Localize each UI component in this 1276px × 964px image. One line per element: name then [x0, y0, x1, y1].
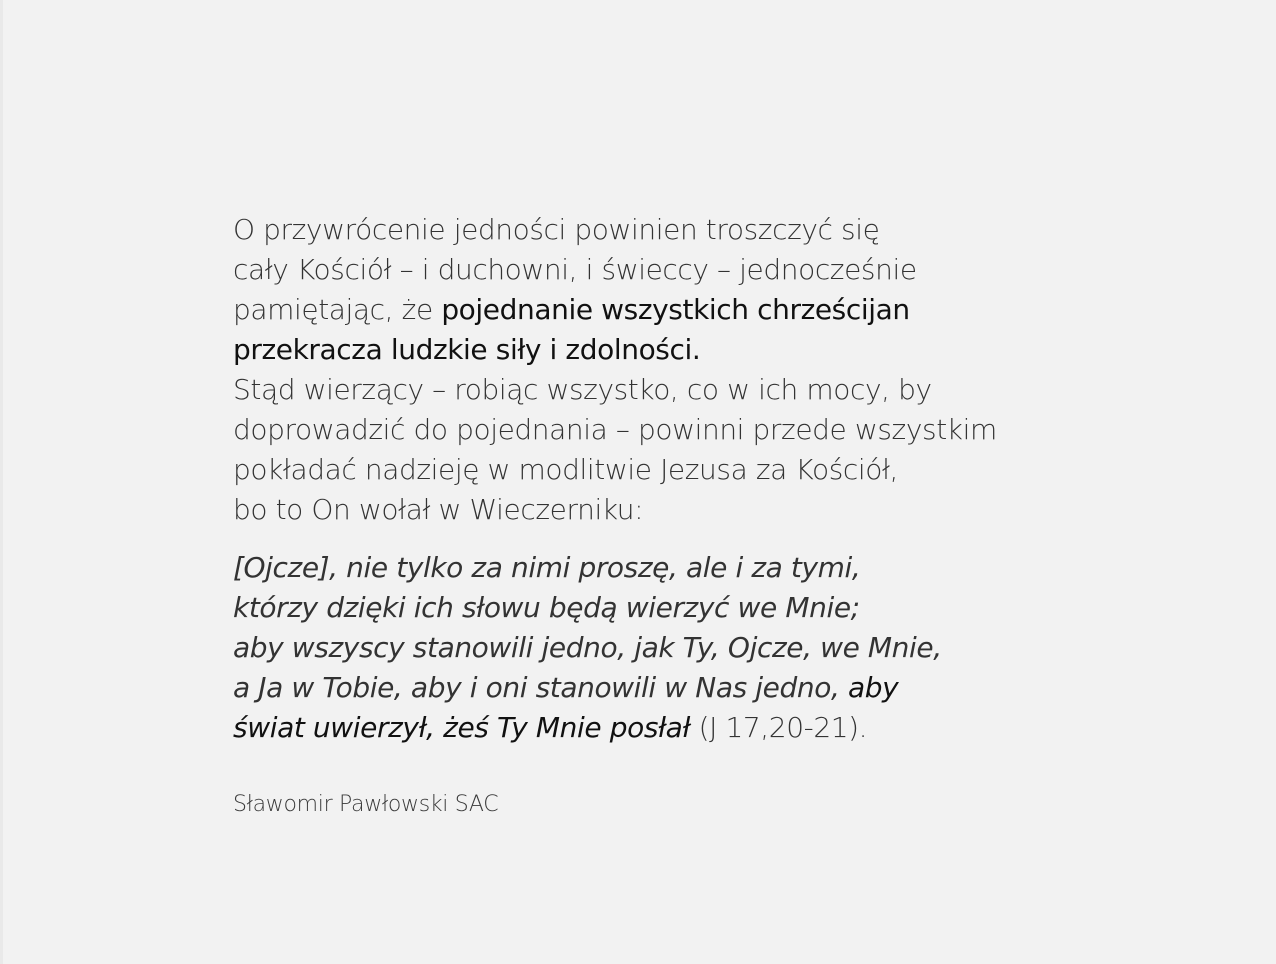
- paragraph-line-8: bo to On wołał w Wieczerniku:: [233, 493, 644, 526]
- paragraph-line-4: przekracza ludzkie siły i zdolności.: [233, 333, 701, 366]
- author-signature: Sławomir Pawłowski SAC: [233, 792, 499, 817]
- paragraph-line-6: doprowadzić do pojednania – powinni przede wszystkim: [233, 413, 997, 446]
- quote-line-3: aby wszyscy stanowili jedno, jak Ty, Ojcze, we Mnie,: [233, 631, 942, 664]
- quote-line-4: [233, 668, 1233, 708]
- quote-line-4-text: a Ja w Tobie, aby i oni stanowili w Nas jedno,: [233, 671, 848, 704]
- quote-line-5: [233, 708, 1233, 748]
- paragraph-line-1: O przywrócenie jedności powinien troszczyć się: [233, 213, 880, 246]
- paragraph-line-3: [233, 290, 1233, 330]
- page-edge: [0, 0, 3, 964]
- paragraph-line-3-text: pamiętając, że: [233, 293, 442, 326]
- quote-line-2: którzy dzięki ich słowu będą wierzyć we Mnie;: [233, 591, 860, 624]
- emphasis-aby: aby: [847, 671, 899, 704]
- paragraph-line-2: cały Kościół – i duchowni, i świeccy – jednocześnie: [233, 253, 917, 286]
- paragraph-line-7: pokładać nadzieję w modlitwie Jezusa za Kościół,: [233, 453, 899, 486]
- quote-line-1: [Ojcze], nie tylko za nimi proszę, ale i za tymi,: [233, 551, 861, 584]
- emphasis-swiat-uwierzyl: świat uwierzył, żeś Ty Mnie posłał: [233, 711, 691, 744]
- emphasis-pojednanie: pojednanie wszystkich chrześcijan: [441, 293, 910, 326]
- main-paragraph: [233, 210, 1233, 530]
- scripture-quote: [233, 548, 1233, 748]
- scripture-reference: (J 17,20-21).: [690, 711, 868, 744]
- text-block: [233, 210, 1233, 748]
- paragraph-line-5: Stąd wierzący – robiąc wszystko, co w ich mocy, by: [233, 373, 932, 406]
